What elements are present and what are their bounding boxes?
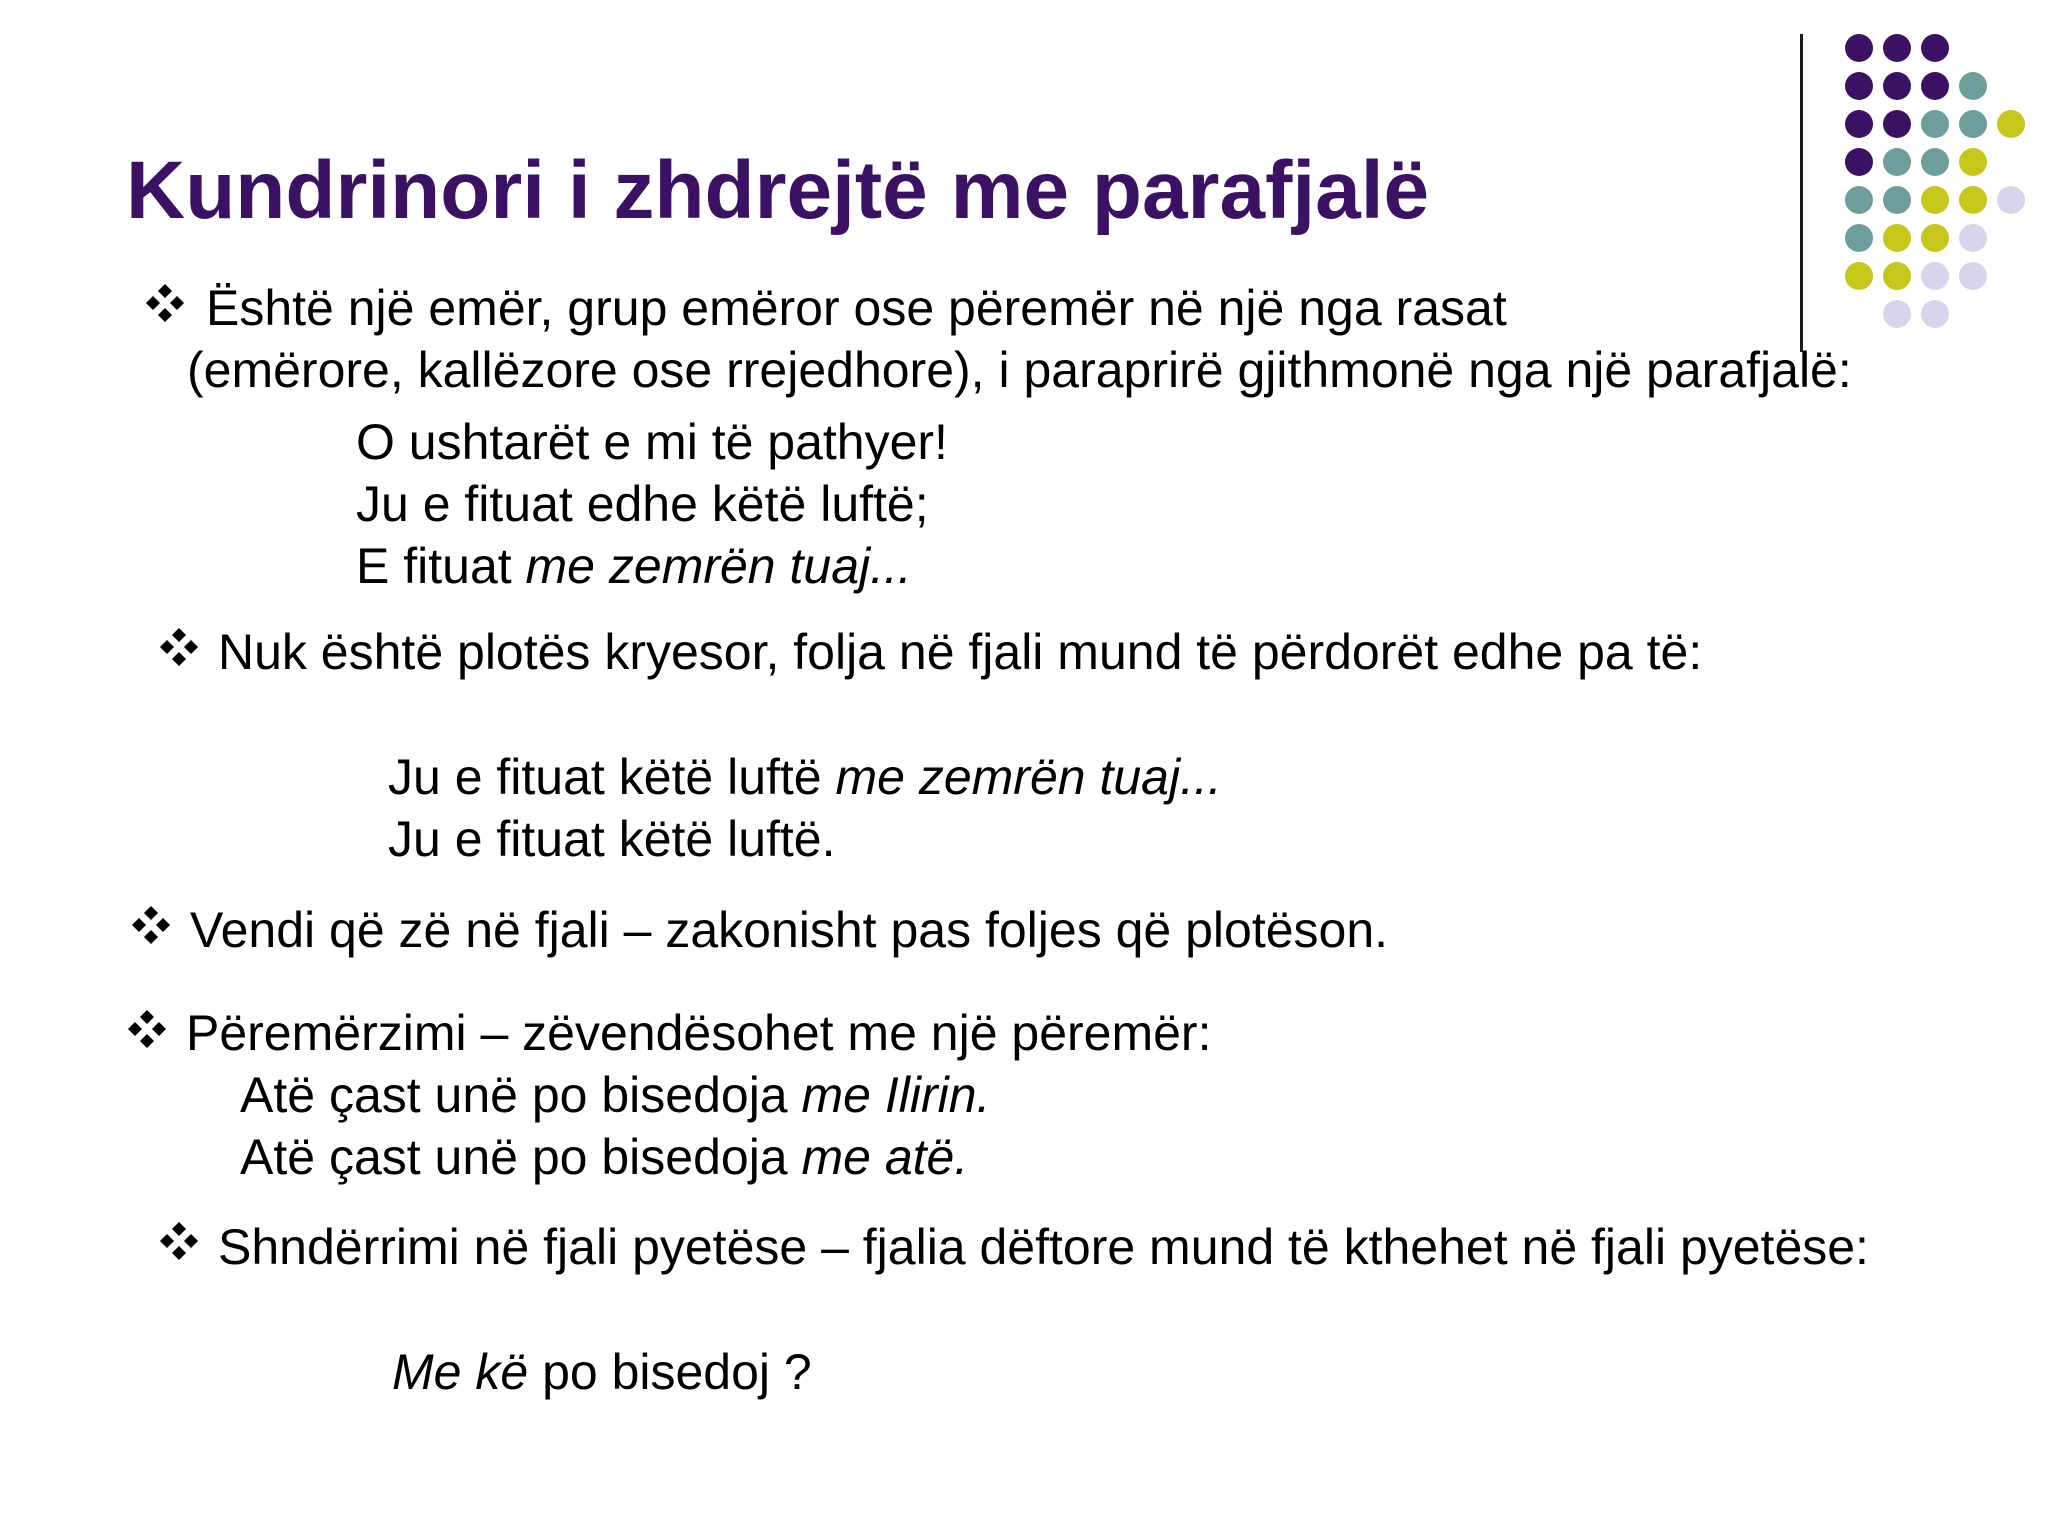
decorative-dot xyxy=(1883,110,1911,138)
four-diamond-bullet-icon xyxy=(130,904,172,946)
decorative-dot xyxy=(1921,110,1949,138)
four-diamond-bullet-icon xyxy=(158,626,200,668)
example-plain: Ju e fituat edhe këtë luftë; xyxy=(356,476,929,532)
decorative-dot xyxy=(1959,262,1987,290)
example-italic: me zemrën tuaj... xyxy=(835,749,1222,805)
decorative-dot xyxy=(1883,72,1911,100)
decorative-dot xyxy=(1883,300,1911,328)
example-plain: Ju e fituat këtë luftë xyxy=(388,749,836,805)
example-plain: po bisedoj ? xyxy=(528,1344,812,1400)
decorative-dot xyxy=(1959,110,1987,138)
example-line xyxy=(388,811,836,867)
decorative-dot xyxy=(1845,148,1873,176)
example-plain: Ju e fituat këtë luftë. xyxy=(388,811,836,867)
example-line xyxy=(240,1129,969,1185)
decorative-dot xyxy=(1997,186,2025,214)
example-plain: Atë çast unë po bisedoja xyxy=(240,1129,802,1185)
bullet-2-text: Nuk është plotës kryesor, folja në fjali mund të përdorët edhe pa të: xyxy=(218,624,1703,680)
decorative-dot xyxy=(1959,148,1987,176)
decorative-dot xyxy=(1959,186,1987,214)
example-line xyxy=(356,414,948,470)
four-diamond-bullet-icon xyxy=(158,1220,200,1262)
bullet-3-text: Vendi që zë në fjali – zakonisht pas foljes që plotëson. xyxy=(190,902,1389,958)
decorative-divider-line xyxy=(1800,34,1803,352)
decorative-dot xyxy=(1959,72,1987,100)
decorative-dot xyxy=(1845,72,1873,100)
decorative-dot xyxy=(1845,186,1873,214)
example-plain: E fituat xyxy=(356,538,526,594)
decorative-dot xyxy=(1997,110,2025,138)
example-italic: me zemrën tuaj... xyxy=(525,538,912,594)
decorative-dot xyxy=(1921,262,1949,290)
slide-title: Kundrinori i zhdrejtë me parafjalë xyxy=(126,145,1430,236)
example-line xyxy=(240,1067,991,1123)
example-line xyxy=(388,749,1222,805)
decorative-dot xyxy=(1845,34,1873,62)
decorative-dot xyxy=(1921,224,1949,252)
four-diamond-bullet-icon xyxy=(126,1008,168,1050)
example-line xyxy=(392,1344,812,1400)
decorative-dot xyxy=(1921,300,1949,328)
example-italic: Me kë xyxy=(392,1344,529,1400)
example-italic: me Ilirin. xyxy=(801,1067,991,1123)
decorative-dot xyxy=(1845,262,1873,290)
decorative-dot xyxy=(1921,72,1949,100)
example-plain: Atë çast unë po bisedoja xyxy=(240,1067,802,1123)
example-line xyxy=(356,538,912,594)
decorative-dot xyxy=(1883,224,1911,252)
decorative-dot xyxy=(1883,186,1911,214)
decorative-dot xyxy=(1959,224,1987,252)
bullet-5-text: Shndërrimi në fjali pyetëse – fjalia dëftore mund të kthehet në fjali pyetëse: xyxy=(218,1219,1869,1275)
decorative-dot xyxy=(1845,224,1873,252)
bullet-1-text-line-2: (emërore, kallëzore ose rrejedhore), i paraprirë gjithmonë nga një parafjalë: xyxy=(187,342,1852,398)
example-plain: O ushtarët e mi të pathyer! xyxy=(356,414,948,470)
decorative-dot xyxy=(1921,186,1949,214)
decorative-dot xyxy=(1883,262,1911,290)
bullet-4-text: Përemërzimi – zëvendësohet me një përemër: xyxy=(186,1005,1212,1061)
bullet-1-text-line-1: Është një emër, grup emëror ose përemër në një nga rasat xyxy=(206,280,1507,336)
decorative-dot xyxy=(1921,148,1949,176)
example-line xyxy=(356,476,929,532)
example-italic: me atë. xyxy=(801,1129,969,1185)
four-diamond-bullet-icon xyxy=(144,282,186,324)
decorative-dot xyxy=(1883,148,1911,176)
decorative-dot xyxy=(1883,34,1911,62)
decorative-dot xyxy=(1845,110,1873,138)
decorative-dot xyxy=(1921,34,1949,62)
